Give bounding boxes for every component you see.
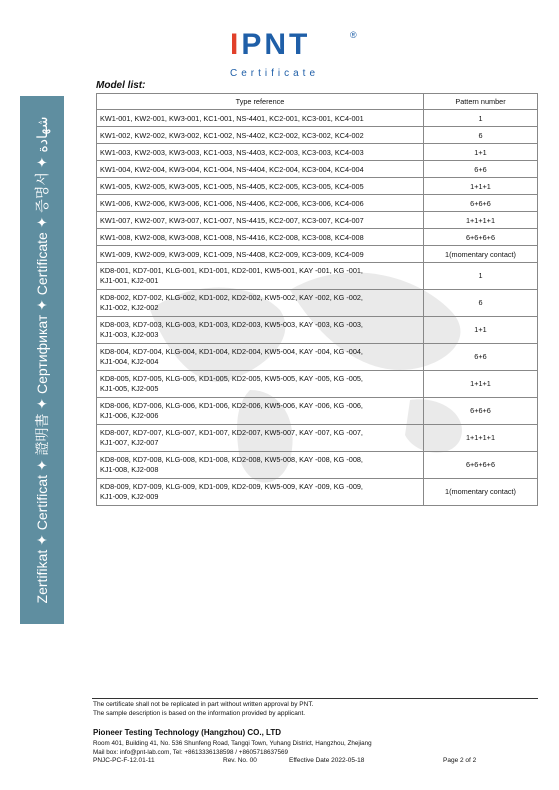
company-address-block [93, 740, 372, 757]
pattern-number-cell: 1+1 [424, 317, 538, 344]
table-row [97, 195, 538, 212]
pattern-number-header: Pattern number [424, 94, 538, 110]
type-reference-cell [97, 425, 424, 452]
table-row [97, 178, 538, 195]
certificate-sidebar-band [20, 96, 64, 624]
type-reference-cell: KW1-007, KW2-007, KW3-007, KC1-007, NS-4415, KC2-007, KC3-007, KC4-007 [97, 212, 424, 229]
type-reference-cell [97, 290, 424, 317]
footer-note: The sample description is based on the information provided by applicant. [93, 709, 306, 717]
type-reference-line: KD8-005, KD7-005, KLG-005, KD1-005, KD2-005, KW5-005, KAY -005, KG -005, [100, 374, 363, 383]
page-number: Page 2 of 2 [443, 757, 477, 764]
document-code: PNJC-PC-F-12.01-11 [93, 757, 155, 764]
pattern-number-cell: 6+6+6+6 [424, 229, 538, 246]
table-row [97, 290, 538, 317]
table-row [97, 317, 538, 344]
type-reference-cell [97, 263, 424, 290]
type-reference-line: KD8-009, KD7-009, KLG-009, KD1-009, KD2-009, KW5-009, KAY -009, KG -009, [100, 482, 363, 491]
type-reference-cell: KW1-001, KW2-001, KW3-001, KC1-001, NS-4401, KC2-001, KC3-001, KC4-001 [97, 110, 424, 127]
pattern-number-cell: 1(momentary contact) [424, 479, 538, 506]
type-reference-cell: KW1-005, KW2-005, KW3-005, KC1-005, NS-4405, KC2-005, KC3-005, KC4-005 [97, 178, 424, 195]
type-reference-line: KJ1-005, KJ2-005 [100, 384, 159, 393]
type-reference-cell: KW1-003, KW2-003, KW3-003, KC1-003, NS-4403, KC2-003, KC3-003, KC4-003 [97, 144, 424, 161]
table-row [97, 127, 538, 144]
table-row [97, 344, 538, 371]
type-reference-line: KJ1-004, KJ2-004 [100, 357, 159, 366]
table-row [97, 425, 538, 452]
model-list-table [96, 93, 538, 506]
type-reference-cell: KW1-002, KW2-002, KW3-002, KC1-002, NS-4402, KC2-002, KC3-002, KC4-002 [97, 127, 424, 144]
table-header-row [97, 94, 538, 110]
pattern-number-cell: 1 [424, 263, 538, 290]
type-reference-cell: KW1-006, KW2-006, KW3-006, KC1-006, NS-4406, KC2-006, KC3-006, KC4-006 [97, 195, 424, 212]
pattern-number-cell: 1+1+1+1 [424, 212, 538, 229]
table-row [97, 229, 538, 246]
type-reference-line: KJ1-007, KJ2-007 [100, 438, 159, 447]
type-reference-cell [97, 479, 424, 506]
model-list-heading: Model list: [96, 80, 146, 91]
type-reference-line: KD8-002, KD7-002, KLG-002, KD1-002, KD2-002, KW5-002, KAY -002, KG -002, [100, 293, 363, 302]
pattern-number-cell: 6+6+6 [424, 195, 538, 212]
footer-divider [92, 698, 538, 699]
type-reference-line: KD8-004, KD7-004, KLG-004, KD1-004, KD2-004, KW5-004, KAY -004, KG -004, [100, 347, 363, 356]
table-row [97, 479, 538, 506]
pattern-number-cell: 6 [424, 290, 538, 317]
type-reference-cell: KW1-004, KW2-004, KW3-004, KC1-004, NS-4404, KC2-004, KC3-004, KC4-004 [97, 161, 424, 178]
pattern-number-cell: 1+1+1+1 [424, 425, 538, 452]
type-reference-cell [97, 452, 424, 479]
pattern-number-cell: 1+1+1 [424, 178, 538, 195]
type-reference-line: KJ1-006, KJ2-006 [100, 411, 159, 420]
type-reference-line: KJ1-001, KJ2-001 [100, 276, 159, 285]
type-reference-line: KD8-003, KD7-003, KLG-003, KD1-003, KD2-003, KW5-003, KAY -003, KG -003, [100, 320, 363, 329]
type-reference-cell [97, 317, 424, 344]
pattern-number-cell: 6+6 [424, 161, 538, 178]
table-row [97, 161, 538, 178]
type-reference-line: KD8-001, KD7-001, KLG-001, KD1-001, KD2-001, KW5-001, KAY -001, KG -001, [100, 266, 363, 275]
table-row [97, 212, 538, 229]
logo-subtitle: Certificate [230, 68, 320, 79]
type-reference-cell [97, 371, 424, 398]
type-reference-cell [97, 344, 424, 371]
footer-note: The certificate shall not be replicated in part without written approval by PNT. [93, 701, 314, 708]
type-reference-cell: KW1-008, KW2-008, KW3-008, KC1-008, NS-4416, KC2-008, KC3-008, KC4-008 [97, 229, 424, 246]
table-row [97, 144, 538, 161]
type-reference-line: KJ1-003, KJ2-003 [100, 330, 159, 339]
footer-notes [93, 701, 313, 718]
type-reference-cell: KW1-009, KW2-009, KW3-009, KC1-009, NS-4408, KC2-009, KC3-009, KC4-009 [97, 246, 424, 263]
table-row [97, 246, 538, 263]
logo-mark-i: I [230, 28, 242, 61]
table-row [97, 452, 538, 479]
pattern-number-cell: 1 [424, 110, 538, 127]
logo-mark [230, 28, 310, 62]
company-contact: Mail box: info@pnt-lab.com, Tel: +8613336138598 / +8605718637569 [93, 748, 288, 756]
type-reference-line: KJ1-009, KJ2-009 [100, 492, 159, 501]
table-row [97, 110, 538, 127]
type-reference-header: Type reference [97, 94, 424, 110]
pattern-number-cell: 1+1 [424, 144, 538, 161]
pnt-logo [200, 28, 370, 88]
registered-icon: ® [350, 30, 357, 40]
type-reference-line: KD8-006, KD7-006, KLG-006, KD1-006, KD2-006, KW5-006, KAY -006, KG -006, [100, 401, 363, 410]
pattern-number-cell: 6+6+6+6 [424, 452, 538, 479]
pattern-number-cell: 6+6 [424, 344, 538, 371]
type-reference-line: KD8-007, KD7-007, KLG-007, KD1-007, KD2-007, KW5-007, KAY -007, KG -007, [100, 428, 363, 437]
logo-mark-pnt: PNT [241, 28, 311, 61]
type-reference-line: KJ1-002, KJ2-002 [100, 303, 159, 312]
revision-number: Rev. No. 00 [223, 757, 257, 764]
company-name: Pioneer Testing Technology (Hangzhou) CO., LTD [93, 728, 281, 737]
pattern-number-cell: 6 [424, 127, 538, 144]
table-row [97, 371, 538, 398]
type-reference-line: KJ1-008, KJ2-008 [100, 465, 159, 474]
pattern-number-cell: 1+1+1 [424, 371, 538, 398]
effective-date: Effective Date 2022-05-18 [289, 757, 365, 764]
sidebar-certificate-text: Zertifikat ✦ Certificat ✦ 證明書 ✦ Сертификат ✦ Certificate ✦ 증명서 ✦ شهادة [34, 116, 50, 604]
type-reference-cell [97, 398, 424, 425]
type-reference-line: KD8-008, KD7-008, KLG-008, KD1-008, KD2-008, KW5-008, KAY -008, KG -008, [100, 455, 363, 464]
company-address: Room 401, Building 41, No. 536 Shunfeng Road, Tangqi Town, Yuhang District, Hangzhou, Zhejiang [93, 740, 372, 747]
table-row [97, 263, 538, 290]
pattern-number-cell: 1(momentary contact) [424, 246, 538, 263]
pattern-number-cell: 6+6+6 [424, 398, 538, 425]
table-row [97, 398, 538, 425]
